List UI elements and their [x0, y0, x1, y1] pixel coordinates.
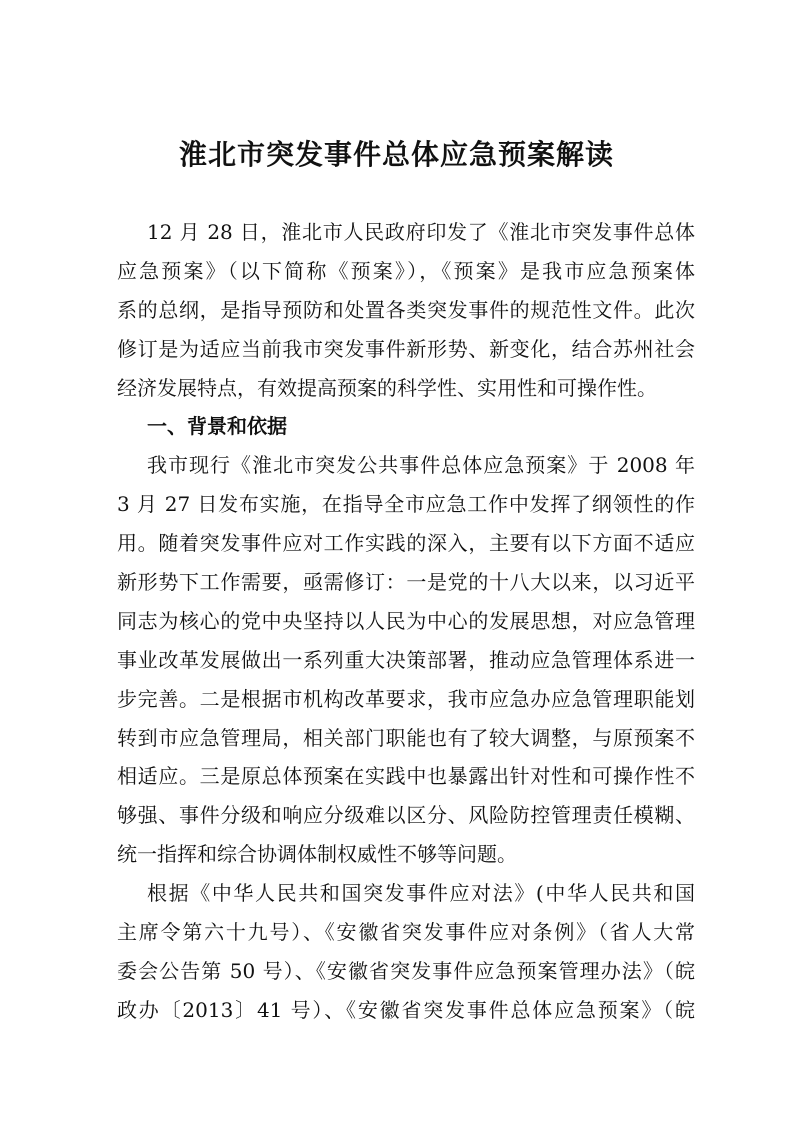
- paragraph-line: 事业改革发展做出一系列重大决策部署，推动应急管理体系进一: [117, 647, 695, 672]
- paragraph-line: 够强、事件分级和响应分级难以区分、风险防控管理责任模糊、: [117, 803, 695, 828]
- paragraph-line: 政办〔2013〕41 号）、《安徽省突发事件总体应急预案》（皖: [117, 997, 695, 1022]
- paragraph-line: 统一指挥和综合协调体制权威性不够等问题。: [117, 842, 517, 867]
- paragraph-line: 用。随着突发事件应对工作实践的深入，主要有以下方面不适应: [117, 531, 695, 556]
- paragraph-line: 相适应。三是原总体预案在实践中也暴露出针对性和可操作性不: [117, 764, 695, 789]
- paragraph-line: 修订是为适应当前我市突发事件新形势、新变化，结合苏州社会: [117, 336, 695, 361]
- section-heading: 一、背景和依据: [147, 414, 287, 439]
- paragraph-line: 12 月 28 日，淮北市人民政府印发了《淮北市突发事件总体: [147, 220, 695, 244]
- paragraph-line: 转到市应急管理局，相关部门职能也有了较大调整，与原预案不: [117, 725, 695, 750]
- paragraph-line: 同志为核心的党中央坚持以人民为中心的发展思想，对应急管理: [117, 608, 695, 633]
- paragraph-line: 新形势下工作需要，亟需修订：一是党的十八大以来，以习近平: [117, 570, 695, 595]
- paragraph-line: 应急预案》（以下简称《预案》），《预案》是我市应急预案体: [117, 258, 695, 283]
- document-title: 淮北市突发事件总体应急预案解读: [178, 138, 614, 171]
- paragraph-line: 我市现行《淮北市突发公共事件总体应急预案》于 2008 年: [147, 453, 695, 478]
- paragraph-line: 委会公告第 50 号）、《安徽省突发事件应急预案管理办法》（皖: [117, 958, 695, 983]
- paragraph-line: 主席令第六十九号）、《安徽省突发事件应对条例》（省人大常: [117, 920, 695, 945]
- paragraph-line: 系的总纲，是指导预防和处置各类突发事件的规范性文件。此次: [117, 297, 695, 322]
- paragraph-line: 经济发展特点，有效提高预案的科学性、实用性和可操作性。: [117, 375, 657, 400]
- paragraph-line: 3 月 27 日发布实施，在指导全市应急工作中发挥了纲领性的作: [117, 492, 695, 517]
- paragraph-line: 根据《中华人民共和国突发事件应对法》(中华人民共和国: [147, 881, 695, 906]
- document-body: [117, 213, 695, 1030]
- paragraph-line: 步完善。二是根据市机构改革要求，我市应急办应急管理职能划: [117, 686, 695, 711]
